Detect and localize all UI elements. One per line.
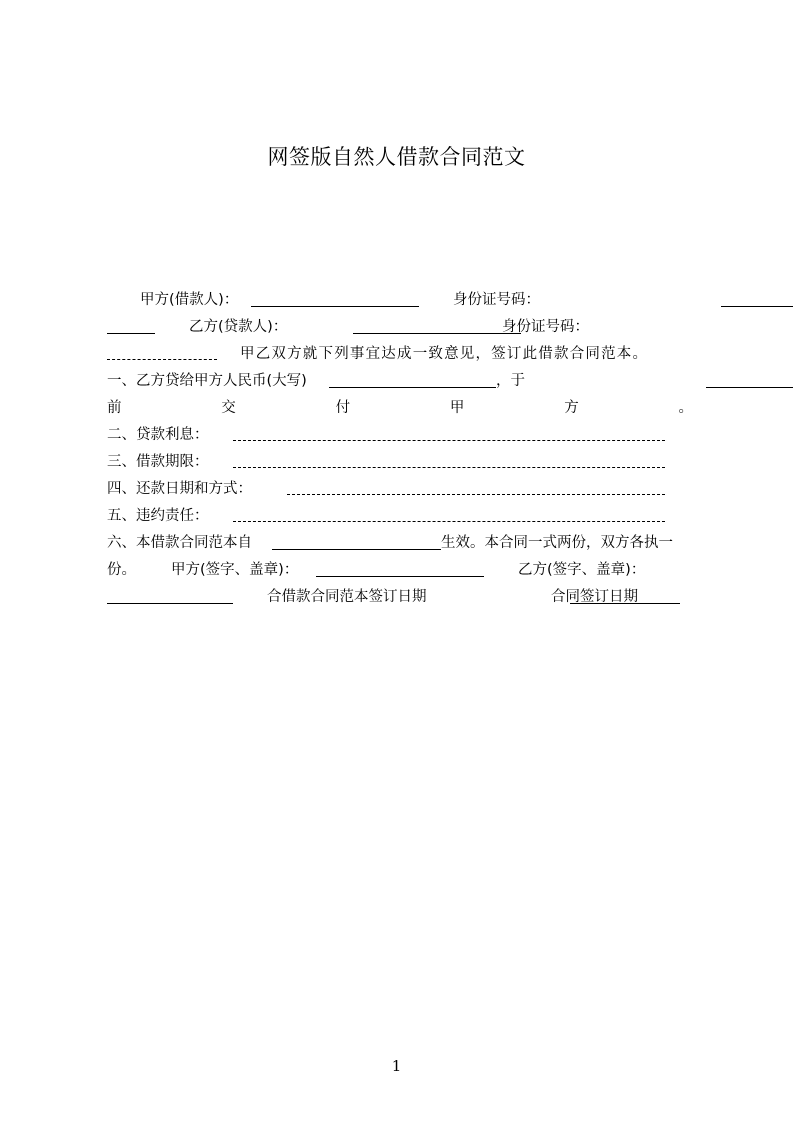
date-blank[interactable] bbox=[706, 371, 793, 388]
id-label-1: 身份证号码： bbox=[453, 292, 540, 308]
line-clause-1-cont bbox=[107, 397, 693, 419]
line-signatures bbox=[107, 559, 699, 581]
clause-1-char: 前 bbox=[107, 400, 122, 416]
effective-date-blank[interactable] bbox=[272, 533, 441, 550]
clause-1-char: 甲 bbox=[449, 400, 465, 416]
sign-b-blank-cont[interactable] bbox=[107, 587, 233, 604]
term-blank[interactable] bbox=[233, 452, 665, 468]
sign-date-label: 合借款合同范本签订日期 bbox=[267, 589, 427, 605]
line-clause-1 bbox=[107, 370, 699, 392]
clause-6-suffix: 生效。本合同一式两份，双方各执一 bbox=[441, 535, 673, 551]
line-clause-3 bbox=[107, 451, 699, 473]
party-b-label: 乙方(贷款人)： bbox=[189, 319, 288, 335]
line-clause-6 bbox=[107, 532, 699, 554]
sign-b-label: 乙方(签字、盖章)： bbox=[518, 562, 646, 578]
line-dates bbox=[107, 586, 699, 608]
contract-date-label: 合同签订日期 bbox=[551, 589, 638, 605]
id-number-blank-1-cont[interactable] bbox=[107, 317, 155, 334]
clause-1-char: 付 bbox=[335, 400, 351, 416]
clause-2-label: 二、贷款利息： bbox=[107, 427, 209, 443]
clause-3-label: 三、借款期限： bbox=[107, 454, 209, 470]
party-a-name-blank[interactable] bbox=[251, 290, 419, 307]
line-agreement bbox=[107, 343, 699, 365]
clause-1-char: 。 bbox=[678, 400, 693, 416]
document-title: 网签版自然人借款合同范文 bbox=[267, 145, 526, 169]
id-number-blank-1[interactable] bbox=[721, 290, 793, 307]
line-party-b bbox=[107, 316, 699, 338]
clause-5-label: 五、违约责任： bbox=[107, 508, 209, 524]
party-b-name-blank[interactable] bbox=[353, 317, 521, 334]
clause-1-prefix: 一、乙方贷给甲方人民币(大写) bbox=[107, 373, 307, 389]
sign-a-label: 甲方(签字、盖章)： bbox=[171, 562, 299, 578]
party-a-label: 甲方(借款人)： bbox=[140, 292, 239, 308]
id-number-blank-2-cont[interactable] bbox=[107, 344, 217, 360]
line-clause-2 bbox=[107, 424, 699, 446]
amount-blank[interactable] bbox=[329, 371, 496, 388]
sign-a-blank[interactable] bbox=[316, 560, 484, 577]
id-label-2: 身份证号码： bbox=[502, 319, 589, 335]
clause-1-char: 方 bbox=[564, 400, 579, 416]
line-clause-4 bbox=[107, 478, 699, 500]
line-party-a bbox=[107, 289, 699, 311]
clause-4-label: 四、还款日期和方式： bbox=[107, 481, 252, 497]
agreement-text: 甲乙双方就下列事宜达成一致意见，签订此借款合同范本。 bbox=[240, 346, 649, 362]
interest-blank[interactable] bbox=[233, 425, 665, 441]
copy-text: 份。 bbox=[107, 562, 136, 578]
liability-blank[interactable] bbox=[233, 506, 665, 522]
clause-1-char: 交 bbox=[221, 400, 236, 416]
page-number: 1 bbox=[391, 1057, 402, 1075]
clause-6-prefix: 六、本借款合同范本自 bbox=[107, 535, 252, 551]
repayment-blank[interactable] bbox=[287, 479, 665, 495]
clause-1-mid: ，于 bbox=[496, 373, 525, 389]
line-clause-5 bbox=[107, 505, 699, 527]
